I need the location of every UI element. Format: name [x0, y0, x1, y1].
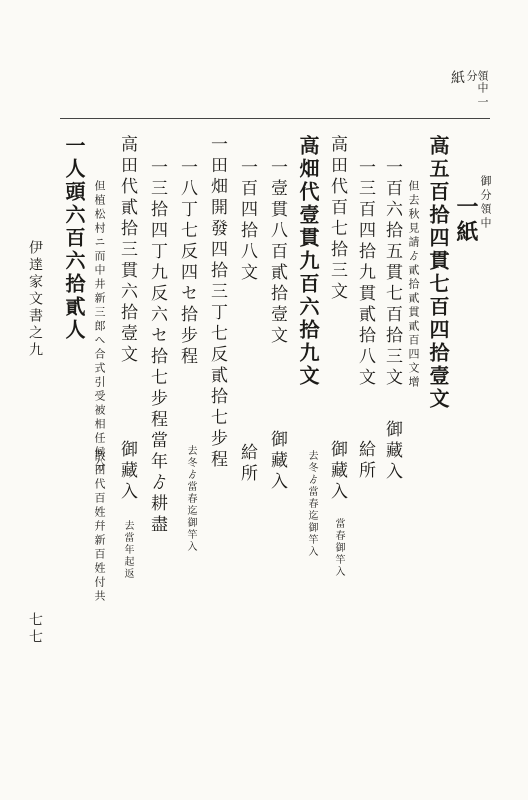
running-title-small-2: 領中 [476, 70, 489, 94]
running-title: 紙 [449, 70, 465, 87]
document-line: 但去秋見請ゟ貳拾貳貫貳百四文增 [407, 180, 420, 390]
header-rule [60, 118, 490, 119]
document-line: 去冬ゟ當春迄御竿入 [185, 445, 196, 553]
document-line: 但植松村ニ而中井新三郎へ合式引受被相任候分 [93, 180, 106, 474]
document-line: 御藏入 [117, 440, 137, 503]
running-title-small-3: 一 [476, 96, 489, 108]
document-line: 一人頭六百六拾貳人 [62, 135, 86, 342]
document-line: 給所 [355, 440, 375, 482]
document-line: 高田代貳拾三貫六拾壹文 [117, 135, 137, 366]
page-number: 七七 [27, 612, 43, 646]
document-line: 給所 [237, 443, 257, 485]
book-title: 伊達家文書之九 [27, 240, 43, 359]
running-title-small-1: 分 [465, 70, 478, 82]
document-line: 一三拾四丁九反六セ拾七步程當年ゟ耕盡 [147, 158, 167, 536]
document-line: 御藏入 [327, 440, 347, 503]
document-line: 一八丁七反四セ拾步程 [177, 158, 197, 368]
document-line: 當春御竿入 [333, 518, 344, 578]
section-title-small: 御分領中 [479, 175, 492, 231]
document-line: 高五百拾四貫七百四拾壹文 [426, 135, 450, 411]
document-line: 高畑代壹貫九百六拾九文 [296, 135, 320, 388]
document-line: 散田代百姓幷新百姓付共 [93, 450, 106, 604]
document-line: 御藏入 [382, 420, 402, 483]
document-line: 一百六拾五貫七百拾三文 [382, 158, 402, 389]
document-line: 去冬ゟ當春迄御竿入 [306, 450, 317, 558]
document-line: 高田代百七拾三文 [327, 135, 347, 303]
document-line: 一百四拾八文 [237, 158, 257, 284]
document-line: 御藏入 [267, 430, 287, 493]
document-line: 一三百四拾九貫貳拾八文 [355, 158, 375, 389]
section-title-large: 一紙 [453, 195, 479, 245]
document-line: 一田畑開發四拾三丁七反貳拾七步程 [207, 135, 227, 471]
document-line: 一壹貫八百貳拾壹文 [267, 158, 287, 347]
document-line: 去當年起返 [122, 520, 133, 580]
